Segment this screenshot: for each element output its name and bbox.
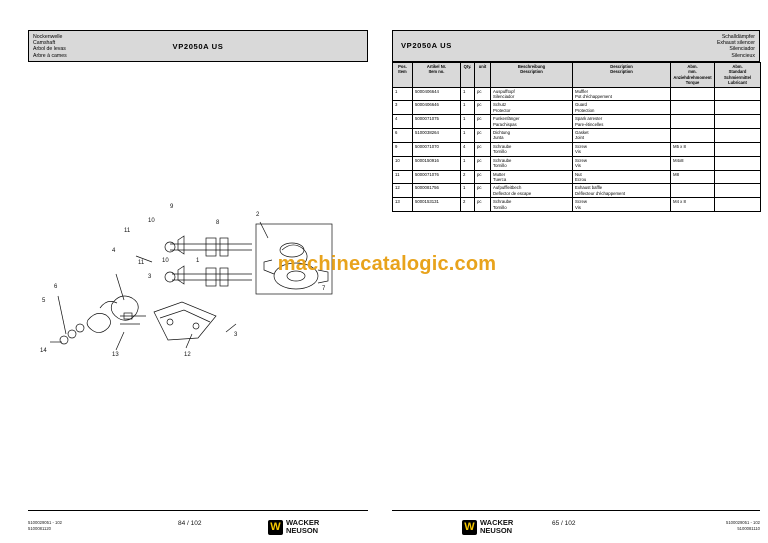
- cell-torque: M8: [671, 170, 715, 184]
- cell-desc-en: Guard Protection: [573, 101, 671, 115]
- col-lubricant: Abm. Standard Schmiermittel Lubricant: [715, 63, 761, 88]
- right-page-title: VP2050A US: [401, 41, 452, 50]
- cell-unit: pc: [475, 115, 491, 129]
- cell-part: 5000406646: [413, 101, 461, 115]
- table-header-row: [393, 63, 761, 88]
- table-row: [393, 101, 761, 115]
- col-part-number: Artikel Nr. Item no.: [413, 63, 461, 88]
- camshaft-drawing: [20, 200, 364, 390]
- cell-torque: M5 x 8: [671, 142, 715, 156]
- right-page: [384, 0, 768, 543]
- diagram-label-4: 4: [112, 248, 116, 254]
- logo-line1: WACKER: [286, 518, 320, 527]
- header-line-de: Schalldämpfer: [721, 34, 755, 40]
- cell-torque: M4x8: [671, 156, 715, 170]
- diagram-label-13: 13: [112, 352, 119, 358]
- footer-code-line1: 5100029051 - 102: [28, 520, 62, 526]
- header-line-en: Exhaust silencer: [716, 40, 755, 47]
- cell-desc-en: Exhaust baffle Déflecteur d'échappement: [573, 184, 671, 198]
- cell-lubricant: [715, 101, 761, 115]
- cell-desc-en: Spark arrester Pare-étincelles: [573, 115, 671, 129]
- cell-desc-de: Schutz Protector: [491, 101, 573, 115]
- cell-unit: pc: [475, 101, 491, 115]
- cell-lubricant: [715, 142, 761, 156]
- diagram-label-3: 3: [148, 274, 152, 280]
- header-line-fr: Silencieux: [731, 52, 755, 59]
- diagram-label-9: 9: [170, 204, 174, 210]
- diagram-label-14: 14: [40, 348, 47, 354]
- cell-qty: 1: [461, 115, 475, 129]
- cell-qty: 1: [461, 156, 475, 170]
- diagram-label-11: 11: [124, 228, 131, 234]
- header-line-es: Silenciador: [729, 46, 755, 53]
- cell-lubricant: [715, 129, 761, 143]
- camshaft-diagram: [20, 200, 364, 390]
- cell-torque: M4 x 8: [671, 198, 715, 212]
- logo-line2: NEUSON: [286, 526, 319, 535]
- left-page-footer: [0, 503, 384, 543]
- right-page-footer: [384, 503, 768, 543]
- right-header-languages: [717, 34, 755, 59]
- footer-rule: [392, 510, 760, 511]
- cell-item: 3: [393, 101, 413, 115]
- cell-part: 5100038264: [413, 129, 461, 143]
- header-line-es: Arbol de levas: [33, 46, 66, 53]
- wacker-neuson-logo-right: [462, 519, 513, 535]
- logo-text: [480, 519, 513, 535]
- watermark: machinecatalogic.com: [277, 253, 497, 275]
- cell-unit: pc: [475, 129, 491, 143]
- col-unit: unit: [475, 63, 491, 88]
- diagram-label-1: 1: [196, 258, 200, 264]
- table-row: [393, 129, 761, 143]
- header-line-en: Camshaft: [33, 40, 56, 47]
- wacker-neuson-logo-left: [268, 519, 319, 535]
- diagram-label-12: 12: [184, 352, 191, 358]
- diagram-label-7: 7: [322, 286, 326, 292]
- cell-desc-de: Schraube Tornillo: [491, 156, 573, 170]
- cell-desc-en: Nut Ecrou: [573, 170, 671, 184]
- table-row: [393, 170, 761, 184]
- cell-lubricant: [715, 87, 761, 101]
- parts-table: [392, 62, 761, 212]
- cell-item: 11: [393, 170, 413, 184]
- cell-lubricant: [715, 156, 761, 170]
- table-row: [393, 156, 761, 170]
- cell-desc-de: Mutter Tuerca: [491, 170, 573, 184]
- diagram-label-3b: 3: [234, 332, 238, 338]
- cell-qty: 1: [461, 87, 475, 101]
- table-row: [393, 142, 761, 156]
- cell-item: 1: [393, 87, 413, 101]
- cell-item: 9: [393, 142, 413, 156]
- table-row: [393, 198, 761, 212]
- header-line-fr: Arbre à cames: [33, 52, 67, 59]
- col-description-de: Beschreibung Description: [491, 63, 573, 88]
- cell-part: 5000150916: [413, 156, 461, 170]
- cell-desc-en: Muffler Pot d'échappement: [573, 87, 671, 101]
- cell-desc-de: Dichtung Junta: [491, 129, 573, 143]
- cell-desc-en: Screw Vis: [573, 156, 671, 170]
- table-row: [393, 184, 761, 198]
- table-row: [393, 87, 761, 101]
- left-footer-code: [28, 520, 62, 531]
- cell-desc-de: Aufpuffleitbech Deflector de escape: [491, 184, 573, 198]
- cell-torque: [671, 115, 715, 129]
- cell-item: 12: [393, 184, 413, 198]
- cell-unit: pc: [475, 184, 491, 198]
- footer-code-line2: 5100081110: [737, 525, 760, 531]
- table-row: [393, 115, 761, 129]
- cell-part: 5000153131: [413, 198, 461, 212]
- cell-item: 6: [393, 129, 413, 143]
- cell-desc-en: Screw Vis: [573, 198, 671, 212]
- cell-unit: pc: [475, 170, 491, 184]
- cell-unit: pc: [475, 156, 491, 170]
- header-line-de: Nockenwelle: [33, 34, 63, 40]
- cell-part: 5000071075: [413, 115, 461, 129]
- cell-unit: pc: [475, 142, 491, 156]
- logo-text: [286, 519, 319, 535]
- right-page-number: 65 / 102: [552, 520, 576, 527]
- diagram-label-8: 8: [216, 220, 220, 226]
- diagram-label-6: 6: [54, 284, 58, 290]
- cell-lubricant: [715, 115, 761, 129]
- right-footer-code: [726, 520, 760, 531]
- cell-desc-en: Gasket Joint: [573, 129, 671, 143]
- cell-torque: [671, 101, 715, 115]
- wacker-w-icon: [268, 520, 283, 535]
- footer-code-line1: 5100029051 - 102: [726, 520, 760, 526]
- cell-lubricant: [715, 184, 761, 198]
- cell-lubricant: [715, 170, 761, 184]
- diagram-label-5: 5: [42, 298, 46, 304]
- cell-item: 4: [393, 115, 413, 129]
- diagram-label-10: 10: [148, 218, 155, 224]
- logo-line2: NEUSON: [480, 526, 513, 535]
- left-page-number: 84 / 102: [178, 520, 202, 527]
- cell-qty: 1: [461, 129, 475, 143]
- col-qty: Qty.: [461, 63, 475, 88]
- cell-qty: 1: [461, 184, 475, 198]
- cell-torque: [671, 87, 715, 101]
- footer-rule: [28, 510, 368, 511]
- cell-part: 5000406644: [413, 87, 461, 101]
- col-torque: Abm. mm. Anziehdrehmoment Torque: [671, 63, 715, 88]
- diagram-label-10b: 10: [162, 258, 169, 264]
- cell-item: 13: [393, 198, 413, 212]
- cell-desc-de: Schraube Tornillo: [491, 142, 573, 156]
- col-item: Pos. Item: [393, 63, 413, 88]
- cell-part: 5000081756: [413, 184, 461, 198]
- cell-desc-en: Screw Vis: [573, 142, 671, 156]
- cell-part: 5000071070: [413, 142, 461, 156]
- cell-desc-de: Funkenfänger Parachispas: [491, 115, 573, 129]
- cell-part: 5000071076: [413, 170, 461, 184]
- cell-desc-de: Schraube Tornillo: [491, 198, 573, 212]
- right-page-header: [392, 30, 760, 62]
- cell-unit: pc: [475, 198, 491, 212]
- cell-item: 10: [393, 156, 413, 170]
- left-page-title: VP2050A US: [172, 42, 224, 51]
- cell-qty: 2: [461, 198, 475, 212]
- cell-qty: 2: [461, 170, 475, 184]
- wacker-w-icon: [462, 520, 477, 535]
- logo-line1: WACKER: [480, 518, 514, 527]
- cell-qty: 4: [461, 142, 475, 156]
- cell-unit: pc: [475, 87, 491, 101]
- footer-code-line2: 5100081120: [28, 525, 51, 531]
- cell-qty: 1: [461, 101, 475, 115]
- diagram-label-2: 2: [256, 212, 260, 218]
- col-description-en: Description Description: [573, 63, 671, 88]
- diagram-label-11b: 11: [138, 260, 145, 266]
- cell-desc-de: Auspufftopf Silenciador: [491, 87, 573, 101]
- left-page-header: [28, 30, 368, 62]
- cell-torque: [671, 129, 715, 143]
- cell-lubricant: [715, 198, 761, 212]
- cell-torque: [671, 184, 715, 198]
